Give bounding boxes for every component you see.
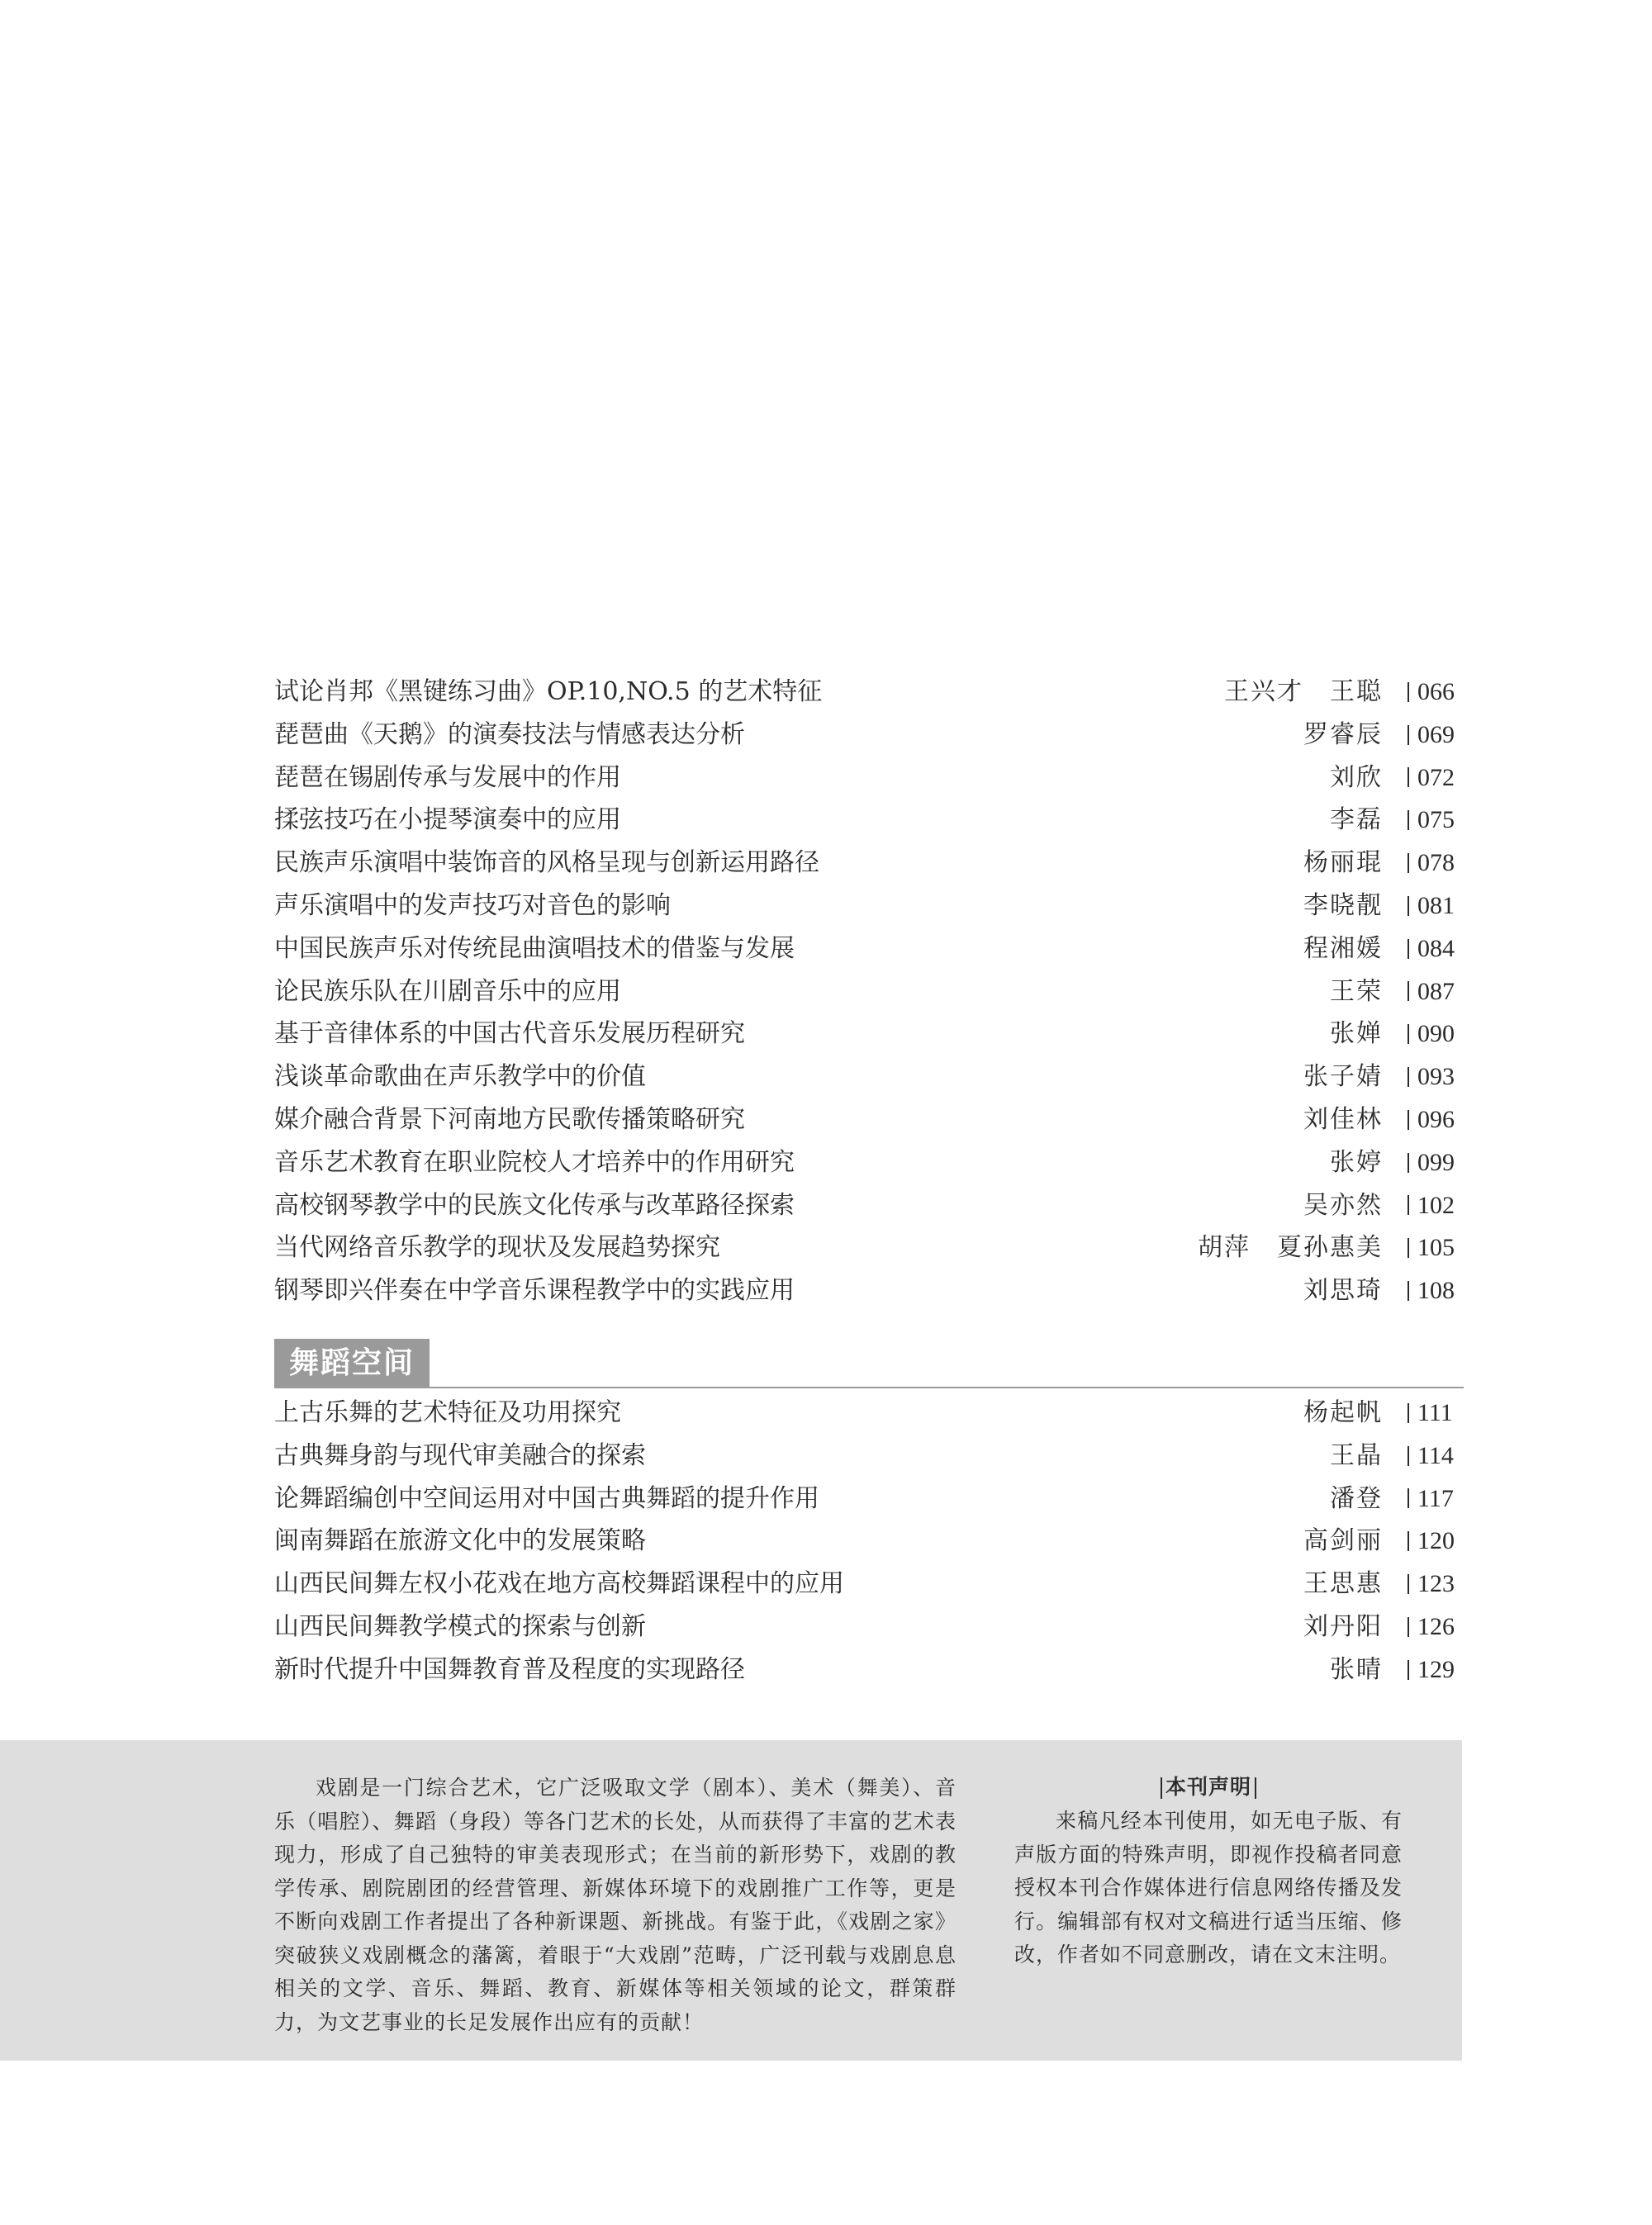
toc-entry-author: 王荣 xyxy=(1330,976,1383,1006)
notice-body: 来稿凡经本刊使用，如无电子版、有声版方面的特殊声明，即视作投稿者同意授权本刊合作媒体进行信息网络传播及发行。编辑部有权对文稿进行适当压缩、修改，作者如不同意删改，请在文末注明。 xyxy=(1014,1809,1403,1966)
toc-entry-page: 069 xyxy=(1417,720,1455,748)
toc-entry xyxy=(274,714,1464,757)
toc-entry xyxy=(274,671,1464,714)
toc-entry xyxy=(274,1520,1464,1563)
toc-entry-page: 123 xyxy=(1417,1570,1455,1598)
toc-entry xyxy=(274,1056,1464,1098)
toc-entry-page: 102 xyxy=(1417,1191,1455,1219)
toc-entry-separator xyxy=(1408,1446,1409,1466)
toc-entry xyxy=(274,1098,1464,1141)
toc-entry-author: 程湘媛 xyxy=(1303,933,1383,963)
toc-entry xyxy=(274,1392,1464,1435)
notice-title xyxy=(1014,1773,1403,1801)
toc-entry-page: 111 xyxy=(1417,1398,1453,1426)
toc-entry-page: 129 xyxy=(1417,1655,1455,1683)
toc-entry-title: 媒介融合背景下河南地方民歌传播策略研究 xyxy=(274,1104,745,1134)
toc-entry-separator xyxy=(1408,725,1409,745)
table-of-contents xyxy=(274,671,1464,1691)
toc-entry-page: 078 xyxy=(1417,849,1455,877)
toc-entry-title: 中国民族声乐对传统昆曲演唱技术的借鉴与发展 xyxy=(274,933,795,963)
toc-entry xyxy=(274,1184,1464,1227)
toc-entry-author: 刘欣 xyxy=(1330,762,1383,792)
toc-entry-title: 山西民间舞左权小花戏在地方高校舞蹈课程中的应用 xyxy=(274,1569,844,1599)
journal-info-box xyxy=(0,1740,1462,2061)
toc-entry-separator xyxy=(1408,1574,1409,1594)
toc-entry xyxy=(274,1435,1464,1478)
section-label-dance: 舞蹈空间 xyxy=(274,1339,430,1387)
dance-article-list xyxy=(274,1392,1464,1691)
toc-entry-page: 117 xyxy=(1417,1484,1454,1512)
toc-entry-title: 新时代提升中国舞教育普及程度的实现路径 xyxy=(274,1654,745,1684)
toc-entry xyxy=(274,1226,1464,1269)
toc-entry-separator xyxy=(1408,1617,1409,1637)
toc-entry-separator xyxy=(1408,1660,1409,1680)
toc-entry-author: 潘登 xyxy=(1330,1483,1383,1513)
toc-entry xyxy=(274,1606,1464,1649)
toc-entry xyxy=(274,885,1464,927)
toc-entry-author: 张婷 xyxy=(1330,1147,1383,1177)
toc-entry-author: 王晶 xyxy=(1330,1440,1383,1470)
toc-entry-separator xyxy=(1408,682,1409,702)
toc-entry xyxy=(274,1563,1464,1606)
toc-entry xyxy=(274,970,1464,1013)
toc-entry xyxy=(274,1478,1464,1520)
toc-entry-page: 099 xyxy=(1417,1148,1455,1176)
toc-entry-title: 论舞蹈编创中空间运用对中国古典舞蹈的提升作用 xyxy=(274,1483,819,1513)
toc-entry-separator xyxy=(1408,853,1409,873)
journal-introduction: 戏剧是一门综合艺术，它广泛吸取文学（剧本）、美术（舞美）、音乐（唱腔）、舞蹈（身段）等各门艺术的长处，从而获得了丰富的艺术表现力，形成了自己独特的审美表现形式；在当前的新形势下，戏剧的教学传承、剧院剧团的经营管理、新媒体环境下的戏剧推广工作等，更是不断向戏剧工作者提出了各种新课题、新挑战。有鉴于此，《戏剧之家》突破狭义戏剧概念的藩篱，着眼于“大戏剧”范畴，广泛刊载与戏剧息息相关的文学、音乐、舞蹈、教育、新媒体等相关领域的论文，群策群力，为文艺事业的长足发展作出应有的贡献！ xyxy=(274,1776,957,2034)
toc-entry xyxy=(274,1013,1464,1056)
toc-entry-page: 087 xyxy=(1417,977,1455,1005)
toc-entry-separator xyxy=(1408,1153,1409,1173)
toc-entry-page: 072 xyxy=(1417,763,1455,791)
toc-entry-author: 张子婧 xyxy=(1303,1062,1383,1092)
toc-entry-title: 闽南舞蹈在旅游文化中的发展策略 xyxy=(274,1526,646,1556)
toc-entry-title: 高校钢琴教学中的民族文化传承与改革路径探索 xyxy=(274,1190,795,1220)
toc-entry-author: 张婵 xyxy=(1330,1019,1383,1049)
toc-entry-page: 105 xyxy=(1417,1234,1455,1262)
toc-entry-author: 高剑丽 xyxy=(1303,1526,1383,1556)
toc-entry-separator xyxy=(1408,767,1409,787)
toc-entry-author: 刘思琦 xyxy=(1303,1276,1383,1306)
toc-entry-title: 浅谈革命歌曲在声乐教学中的价值 xyxy=(274,1062,646,1092)
toc-entry-page: 096 xyxy=(1417,1105,1455,1133)
toc-entry-title: 音乐艺术教育在职业院校人才培养中的作用研究 xyxy=(274,1147,795,1177)
toc-entry-separator xyxy=(1408,1488,1409,1508)
toc-entry-title: 当代网络音乐教学的现状及发展趋势探究 xyxy=(274,1233,720,1263)
toc-entry-separator xyxy=(1408,1238,1409,1258)
toc-entry-title: 揉弦技巧在小提琴演奏中的应用 xyxy=(274,805,621,835)
music-article-list xyxy=(274,671,1464,1312)
toc-entry-separator xyxy=(1408,1281,1409,1301)
journal-notice xyxy=(1014,1773,1403,1972)
toc-entry-page: 093 xyxy=(1417,1063,1455,1091)
section-rule xyxy=(274,1387,1464,1388)
toc-entry-author: 王思惠 xyxy=(1303,1569,1383,1599)
toc-entry-page: 120 xyxy=(1417,1527,1455,1555)
toc-entry-page: 081 xyxy=(1417,891,1455,919)
toc-entry-title: 论民族乐队在川剧音乐中的应用 xyxy=(274,976,621,1006)
toc-entry-author: 胡萍 夏孙惠美 xyxy=(1198,1233,1383,1263)
toc-entry-title: 声乐演唱中的发声技巧对音色的影响 xyxy=(274,890,671,920)
toc-entry-title: 上古乐舞的艺术特征及功用探究 xyxy=(274,1397,621,1427)
section-header-dance xyxy=(274,1339,1464,1388)
toc-entry-page: 108 xyxy=(1417,1277,1455,1305)
toc-entry-author: 吴亦然 xyxy=(1303,1190,1383,1220)
toc-entry xyxy=(274,799,1464,842)
toc-entry xyxy=(274,1649,1464,1691)
toc-entry xyxy=(274,757,1464,799)
toc-entry-title: 基于音律体系的中国古代音乐发展历程研究 xyxy=(274,1019,745,1049)
toc-entry-separator xyxy=(1408,1531,1409,1551)
toc-entry-author: 杨起帆 xyxy=(1303,1397,1383,1427)
toc-entry-author: 刘丹阳 xyxy=(1303,1611,1383,1641)
toc-entry-separator xyxy=(1408,1024,1409,1044)
toc-entry-author: 杨丽琨 xyxy=(1303,848,1383,878)
toc-entry-title: 古典舞身韵与现代审美融合的探索 xyxy=(274,1440,646,1470)
toc-entry-page: 066 xyxy=(1417,678,1455,705)
toc-entry xyxy=(274,927,1464,970)
toc-entry xyxy=(274,1269,1464,1312)
toc-entry-separator xyxy=(1408,1403,1409,1423)
toc-entry-separator xyxy=(1408,1195,1409,1215)
toc-entry-separator xyxy=(1408,810,1409,830)
toc-entry xyxy=(274,1141,1464,1184)
toc-entry-separator xyxy=(1408,981,1409,1001)
toc-entry-separator xyxy=(1408,1110,1409,1130)
toc-entry-title: 钢琴即兴伴奏在中学音乐课程教学中的实践应用 xyxy=(274,1276,795,1306)
toc-entry-separator xyxy=(1408,1067,1409,1087)
toc-entry-page: 084 xyxy=(1417,934,1455,962)
toc-entry-page: 126 xyxy=(1417,1612,1455,1640)
toc-entry-title: 民族声乐演唱中装饰音的风格呈现与创新运用路径 xyxy=(274,848,819,878)
toc-entry-author: 王兴才 王聪 xyxy=(1224,677,1383,706)
toc-entry-author: 张晴 xyxy=(1330,1654,1383,1684)
notice-title-text: 本刊声明 xyxy=(1165,1775,1251,1799)
toc-entry-page: 114 xyxy=(1417,1441,1454,1469)
toc-entry-author: 罗睿辰 xyxy=(1303,719,1383,749)
toc-entry-title: 山西民间舞教学模式的探索与创新 xyxy=(274,1611,646,1641)
toc-entry-separator xyxy=(1408,896,1409,916)
toc-entry-author: 李磊 xyxy=(1330,805,1383,835)
toc-entry-author: 刘佳林 xyxy=(1303,1104,1383,1134)
toc-entry-author: 李晓靓 xyxy=(1303,890,1383,920)
toc-entry-title: 琵琶在锡剧传承与发展中的作用 xyxy=(274,762,621,792)
toc-entry-page: 075 xyxy=(1417,806,1455,834)
toc-entry-title: 试论肖邦《黑键练习曲》OP.10,NO.5 的艺术特征 xyxy=(274,677,823,706)
toc-entry-title: 琵琶曲《天鹅》的演奏技法与情感表达分析 xyxy=(274,719,745,749)
toc-entry-page: 090 xyxy=(1417,1020,1455,1048)
toc-entry-separator xyxy=(1408,939,1409,959)
toc-entry xyxy=(274,842,1464,885)
